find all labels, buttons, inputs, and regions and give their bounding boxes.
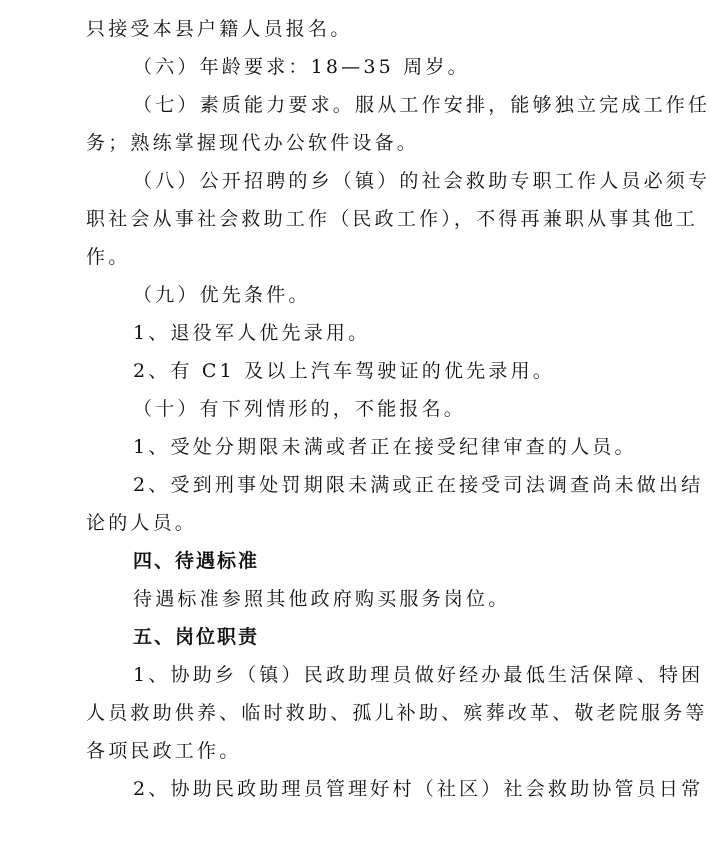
- text-line: 2、受到刑事处罚期限未满或正在接受司法调查尚未做出结: [133, 474, 704, 496]
- text-line: （七）素质能力要求。服从工作安排，能够独立完成工作任: [133, 94, 711, 116]
- text-line: 只接受本县户籍人员报名。: [86, 18, 353, 40]
- text-line: 1、受处分期限未满或者正在接受纪律审查的人员。: [133, 436, 637, 458]
- text-line: 2、有 C1 及以上汽车驾驶证的优先录用。: [133, 360, 555, 382]
- section-heading: 四、待遇标准: [133, 550, 260, 572]
- text-line: 人员救助供养、临时救助、孤儿补助、殡葬改革、敬老院服务等: [86, 702, 708, 724]
- text-line: 1、协助乡（镇）民政助理员做好经办最低生活保障、特困: [133, 664, 704, 686]
- text-line: （六）年龄要求：18—35 周岁。: [133, 56, 470, 78]
- text-line: 论的人员。: [86, 512, 198, 534]
- section-heading: 五、岗位职责: [133, 626, 260, 648]
- text-line: 职社会从事社会救助工作（民政工作），不得再兼职从事其他工: [86, 208, 699, 230]
- text-line: （十）有下列情形的，不能报名。: [133, 398, 467, 420]
- text-line: 2、协助民政助理员管理好村（社区）社会救助协管员日常: [133, 778, 704, 800]
- text-line: 务；熟练掌握现代办公软件设备。: [86, 132, 420, 154]
- text-line: 作。: [86, 246, 131, 268]
- text-line: （八）公开招聘的乡（镇）的社会救助专职工作人员必须专: [133, 170, 711, 192]
- text-line: 待遇标准参照其他政府购买服务岗位。: [133, 588, 511, 610]
- text-line: 各项民政工作。: [86, 740, 242, 762]
- text-line: 1、退役军人优先录用。: [133, 322, 371, 344]
- text-line: （九）优先条件。: [133, 284, 311, 306]
